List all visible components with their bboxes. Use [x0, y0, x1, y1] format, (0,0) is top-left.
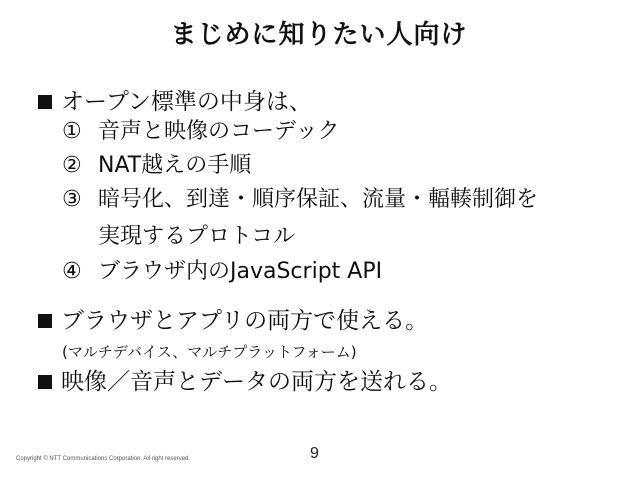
bullet-text: オープン標準の中身は、	[61, 89, 312, 115]
item-number: ①	[62, 119, 82, 144]
copyright-footer: Copyright © NTT Communications Corporation. All right reserved.	[16, 456, 191, 462]
item-number: ②	[62, 153, 82, 178]
slide-title: まじめに知りたい人向け	[170, 20, 468, 50]
item-text-continuation: 実現するプロトコル	[98, 224, 296, 249]
bullet-text: ブラウザとアプリの両方で使える。	[61, 308, 429, 334]
page-number: 9	[310, 445, 319, 462]
bullet-text: 映像／音声とデータの両方を送れる。	[61, 369, 452, 395]
item-text: 暗号化、到達・順序保証、流量・輻輳制御を	[98, 187, 539, 212]
item-number: ④	[62, 259, 82, 284]
list-item	[62, 185, 538, 215]
bullet-multidevice	[38, 306, 428, 336]
bullet-note: (マルチデバイス、マルチプラットフォーム)	[62, 343, 357, 361]
bullet-square-icon	[38, 314, 52, 328]
item-number: ③	[62, 187, 82, 212]
bullet-square-icon	[38, 375, 52, 389]
list-item	[62, 257, 382, 287]
list-item	[62, 117, 340, 147]
bullet-square-icon	[38, 95, 52, 109]
bullet-media-data	[38, 367, 452, 397]
item-text: NAT越えの手順	[98, 153, 252, 178]
bullet-standards	[38, 87, 312, 117]
item-text: ブラウザ内のJavaScript API	[98, 259, 383, 284]
item-text: 音声と映像のコーデック	[98, 119, 340, 144]
list-item	[62, 151, 251, 181]
